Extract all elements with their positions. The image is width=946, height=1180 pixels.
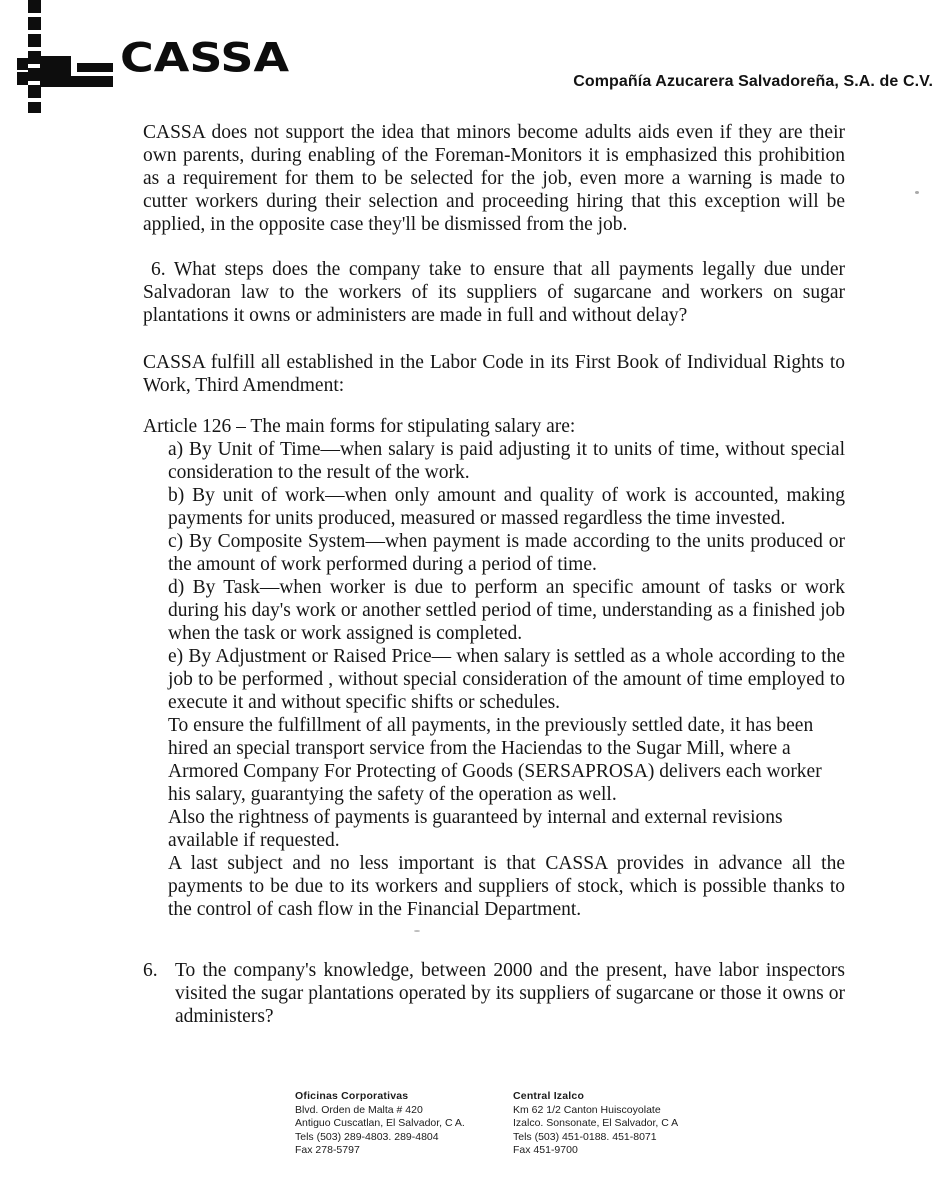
- list-item-b: b) By unit of work—when only amount and quality of work is accounted, making payments for units produced, measured or massed regardless the time invested.: [168, 485, 845, 529]
- office-address-line: Tels (503) 451-0188. 451-8071: [513, 1130, 657, 1143]
- office-address-line: Antiguo Cuscatlan, El Salvador, C A.: [295, 1117, 465, 1129]
- office-address-line: Izalco. Sonsonate, El Salvador, C A: [513, 1117, 679, 1129]
- paragraph-advance-payments: A last subject and no less important is that CASSA provides in advance all the payments to be due to its workers and suppliers of stock, which is possible thanks to the control of cash flow in the Financial Department.: [168, 853, 845, 920]
- document-body: [0, 121, 946, 1028]
- list-item-d: d) By Task—when worker is due to perform an specific amount of tasks or work during his day's work or another settled period of time, understanding as a finished job when the task or work assigned is completed.: [168, 577, 845, 644]
- logo-slit-icon: [71, 72, 113, 76]
- office-title: Central Izalco: [513, 1090, 585, 1102]
- office-address-block: [295, 1090, 513, 1158]
- footer-offices: [295, 1090, 946, 1158]
- logo-text: CASSA: [120, 33, 290, 81]
- office-address-line: Fax 278-5797: [295, 1144, 360, 1156]
- list-item-a: a) By Unit of Time—when salary is paid adjusting it to units of time, without special consideration to the result of the work.: [168, 439, 845, 483]
- paragraph-transport-service: To ensure the fulfillment of all payments, in the previously settled date, it has been hired an special transport service from the Haciendas to the Sugar Mill, where a Armored Company For Protecting of Goods (SERSAPROSA) delivers each worker his salary, guarantying the safety of the operation as well.: [168, 715, 822, 805]
- list-item-c: c) By Composite System—when payment is made according to the units produced or the amount of work performed during a period of time.: [168, 531, 845, 575]
- question-number: 6.: [143, 960, 158, 981]
- office-address-block: [513, 1090, 731, 1158]
- office-address-line: Fax 451-9700: [513, 1144, 578, 1156]
- question-text: To the company's knowledge, between 2000 and the present, have labor inspectors visited the sugar plantations operated by its suppliers of sugarcane or those it owns or administers?: [175, 960, 845, 1027]
- company-name: Compañía Azucarera Salvadoreña, S.A. de C.V.: [573, 73, 933, 90]
- logo-slit-icon: [71, 63, 77, 72]
- paragraph-labor-code: CASSA fulfill all established in the Labor Code in its First Book of Individual Rights to Work, Third Amendment:: [143, 352, 845, 396]
- paragraph-article-126: Article 126 – The main forms for stipulating salary are:: [143, 416, 576, 437]
- office-title: Oficinas Corporativas: [295, 1090, 409, 1102]
- scan-speck: [414, 930, 420, 932]
- office-address-line: Blvd. Orden de Malta # 420: [295, 1103, 423, 1116]
- logo-flag-block-icon: [40, 56, 113, 87]
- question-6-labor-inspectors: [143, 959, 845, 1028]
- office-address-line: Km 62 1/2 Canton Huiscoyolate: [513, 1103, 661, 1116]
- scan-speck: [915, 191, 919, 194]
- question-6-payments: 6. What steps does the company take to ensure that all payments legally due under Salvadoran law to the workers of its suppliers of sugarcane and workers on sugar plantations it owns or administers are made in full and without delay?: [143, 259, 845, 326]
- logo-slit-icon: [71, 56, 113, 63]
- paragraph-revisions: Also the rightness of payments is guaranteed by internal and external revisions available if requested.: [168, 807, 783, 851]
- paragraph-child-labor-policy: CASSA does not support the idea that minors become adults aids even if they are their own parents, during enabling of the Foreman-Monitors it is emphasized this prohibition as a requirement for them to be selected for the job, even more a warning is made to cutter workers during their selection and proceeding hiring that this exception will be applied, in the opposite case they'll be dismissed from the job.: [143, 122, 845, 235]
- office-address-line: Tels (503) 289-4803. 289-4804: [295, 1130, 439, 1143]
- cassa-logo: [0, 0, 320, 121]
- letterhead: [0, 0, 946, 121]
- logo-small-block-icon: [17, 58, 28, 85]
- list-item-e: e) By Adjustment or Raised Price— when salary is settled as a whole according to the job to be performed , without special consideration of the amount of time employed to execute it and without specific shifts or schedules.: [168, 646, 845, 713]
